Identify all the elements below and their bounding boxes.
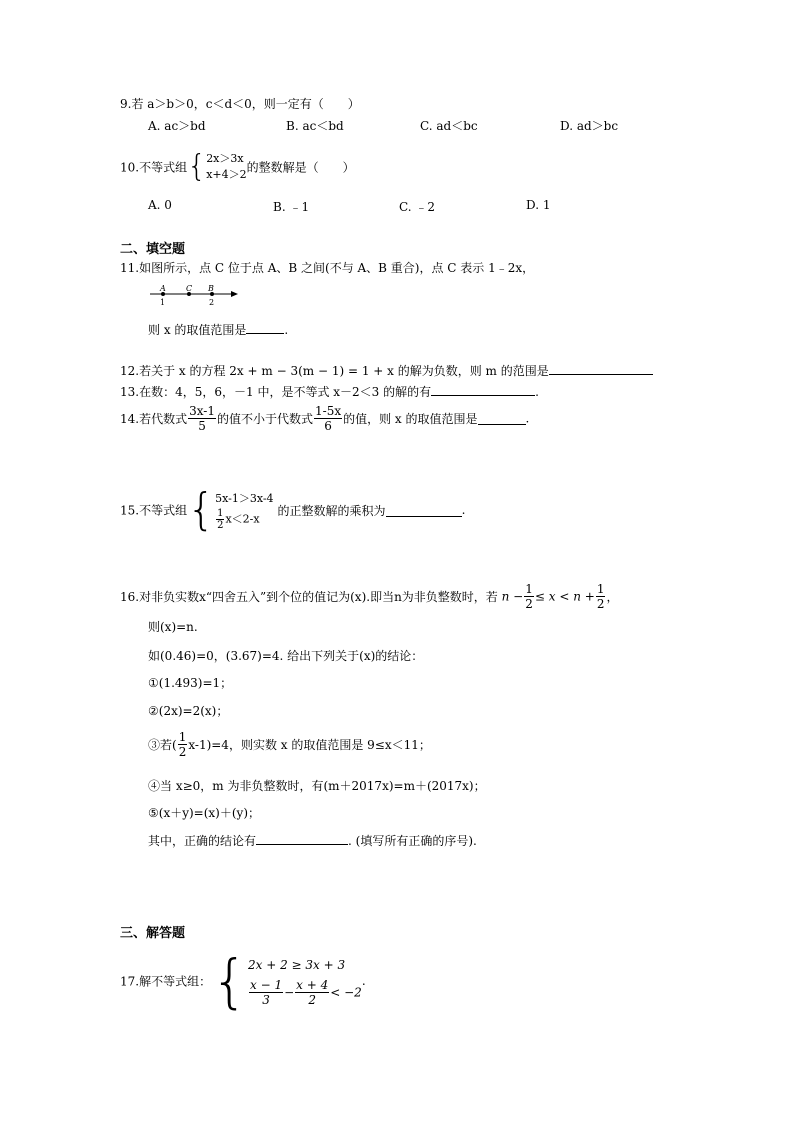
- q16-half2-num: 1: [596, 582, 605, 596]
- q14-prefix: 14.若代数式: [120, 412, 188, 426]
- q17-end: .: [361, 974, 366, 988]
- section-3-heading: 三、解答题: [120, 926, 186, 941]
- q16-item-1: ①(1.493)=1；: [148, 676, 233, 690]
- q15-half-fraction: [216, 508, 224, 531]
- q16-line1-text: 16.对非负实数x“四舍五入”到个位的值记为(x).即当n为非负整数时，若: [120, 590, 498, 604]
- q15-half-den: 2: [217, 519, 224, 531]
- left-brace: {: [187, 484, 216, 535]
- q15-end: .: [461, 503, 466, 517]
- q16-item3-a: ③若(: [148, 738, 177, 752]
- q16-item3-fraction: [178, 730, 188, 759]
- q17-minus: −: [284, 985, 295, 999]
- q15-half-num: 1: [217, 507, 224, 519]
- q10-system: [206, 151, 246, 183]
- q16-item3-den: 2: [178, 745, 187, 759]
- q10-option-b: B. ﹣1: [273, 200, 310, 214]
- q14-frac2-numerator: 1-5x: [315, 404, 342, 418]
- section-2-heading: 二、填空题: [120, 242, 186, 257]
- arrow-head-icon: [231, 291, 238, 297]
- q17-f1-den: 3: [262, 992, 270, 1007]
- q13-answer-blank: [431, 383, 535, 396]
- q16-item-4: ④当 x≥0，m 为非负整数时，有(m＋2017x)=m＋(2017x)；: [148, 779, 486, 793]
- q9-option-b: B. ac＜bd: [286, 119, 344, 133]
- question-14: [120, 404, 529, 433]
- question-12: [120, 362, 653, 379]
- q16-conclusion-suffix: . (填写所有正确的序号).: [348, 834, 477, 848]
- q16-conclusion: [148, 832, 477, 849]
- q12-text: 12.若关于 x 的方程 2x + m − 3(m − 1) = 1 + x 的解为负数，则 m 的范围是: [120, 364, 549, 378]
- q14-suffix: 的值，则 x 的取值范围是: [343, 412, 478, 426]
- q12-answer-blank: [549, 362, 653, 375]
- q10-prefix: 10.不等式组: [120, 160, 188, 175]
- q16-ineq-end: ，: [606, 590, 619, 604]
- q9-option-d: D. ad＞bc: [560, 119, 619, 133]
- question-17: [120, 947, 366, 1015]
- q16-item-5: ⑤(x＋y)=(x)＋(y)；: [148, 806, 260, 820]
- q15-prefix: 15.不等式组: [120, 503, 188, 518]
- q17-f2-den: 2: [308, 992, 317, 1007]
- q14-fraction-1: [188, 404, 216, 433]
- q16-half2-den: 2: [596, 597, 605, 611]
- q15-system: [215, 490, 273, 531]
- q16-ineq-a: n −: [501, 589, 524, 604]
- q15-answer-blank: [386, 504, 462, 517]
- q17-prefix: 17.解不等式组：: [120, 974, 212, 989]
- q15-suffix: 的正整数解的乘积为: [277, 503, 386, 518]
- q17-f1-num: x − 1: [250, 977, 283, 992]
- question-11-stem: 11.如图所示，点 C 位于点 A、B 之间(不与 A、B 重合)，点 C 表示 1﹣2x，: [120, 261, 535, 275]
- question-9-stem: 9.若 a＞b＞0，c＜d＜0，则一定有（ ）: [120, 97, 360, 111]
- left-brace: {: [211, 947, 248, 1015]
- q10-suffix: 的整数解是（ ）: [246, 160, 355, 175]
- q16-item3-num: 1: [178, 730, 187, 744]
- q14-answer-blank: [478, 412, 526, 425]
- label-a: A: [160, 284, 166, 293]
- q14-frac1-numerator: 3x-1: [189, 404, 215, 418]
- question-13: [120, 383, 539, 400]
- tick-label-1: 1: [160, 298, 166, 307]
- number-line-figure: [148, 283, 240, 309]
- q16-item-3: [148, 730, 431, 759]
- q9-option-c: C. ad＜bc: [420, 119, 478, 133]
- q13-suffix: .: [535, 385, 539, 399]
- q15-line2-rest: x＜2-x: [225, 512, 260, 525]
- q16-half1-num: 1: [525, 582, 533, 596]
- q14-frac2-denominator: 6: [324, 419, 332, 433]
- q16-conclusion-prefix: 其中，正确的结论有: [148, 834, 257, 848]
- q16-answer-blank: [256, 832, 348, 845]
- q17-system: [248, 956, 362, 1007]
- q11-answer-line: [148, 321, 288, 338]
- q14-middle: 的值不小于代数式: [216, 412, 313, 426]
- q14-fraction-2: [314, 404, 342, 433]
- q16-half1-den: 2: [525, 597, 533, 611]
- question-10: [120, 151, 355, 183]
- q16-half-1: [524, 582, 534, 611]
- q17-fraction-2: [295, 978, 329, 1007]
- question-16-line1: [120, 582, 618, 611]
- q16-ineq-b: ≤ x < n +: [534, 589, 595, 604]
- tick-label-2: 2: [209, 298, 215, 307]
- q17-line1: 2x + 2 ≥ 3x + 3: [248, 957, 346, 972]
- q10-line2: x+4＞2: [206, 168, 247, 181]
- q16-item3-b: x-1)=4，则实数 x 的取值范围是 9≤x＜11；: [188, 738, 431, 752]
- q13-text: 13.在数：4，5，6，－1 中，是不等式 x－2＜3 的解的有: [120, 385, 432, 399]
- left-brace: {: [187, 149, 207, 184]
- q17-rest: < −2: [330, 985, 362, 999]
- label-b: B: [208, 284, 214, 293]
- q16-item-2: ②(2x)=2(x)；: [148, 704, 229, 718]
- q11-answer-prefix: 则 x 的取值范围是: [148, 323, 247, 337]
- q10-option-d: D. 1: [526, 198, 551, 212]
- question-15: [120, 484, 466, 535]
- q17-fraction-1: [249, 978, 283, 1007]
- q9-option-a: A. ac＞bd: [148, 119, 206, 133]
- q10-option-a: A. 0: [148, 198, 172, 212]
- q16-line2: 则(x)=n.: [148, 620, 198, 634]
- q15-line1: 5x-1＞3x-4: [215, 491, 274, 505]
- q11-answer-blank: [246, 321, 284, 334]
- q17-f2-num: x + 4: [296, 977, 329, 992]
- q16-half-2: [596, 582, 606, 611]
- q10-line1: 2x＞3x: [206, 152, 244, 165]
- q14-frac1-denominator: 5: [198, 419, 206, 433]
- q14-end: .: [525, 411, 530, 426]
- q11-answer-suffix: .: [284, 323, 289, 337]
- label-c: C: [186, 284, 193, 293]
- q16-line3: 如(0.46)=0，(3.67)=4. 给出下列关于(x)的结论：: [148, 649, 424, 663]
- q10-option-c: C. ﹣2: [399, 200, 436, 214]
